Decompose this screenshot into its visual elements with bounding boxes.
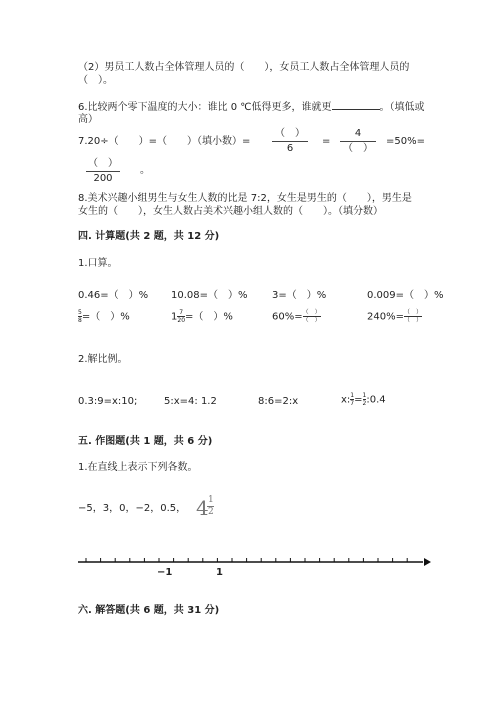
oral-calc-5-tail: =（ ）% bbox=[81, 311, 130, 323]
proportion-4 bbox=[341, 392, 386, 407]
section-4-part-2: 2.解比例。 bbox=[78, 354, 128, 365]
fraction-denominator: 8 bbox=[78, 317, 82, 324]
mixed-number-four-and-a-half bbox=[196, 496, 216, 522]
fraction-numerator: 4 bbox=[354, 128, 362, 139]
fraction bbox=[404, 309, 422, 324]
mixed-whole: 1 bbox=[171, 311, 178, 323]
proportion-2: 5:x=4: 1.2 bbox=[164, 396, 217, 407]
section-5-title: 五. 作图题(共 1 题，共 6 分) bbox=[78, 436, 213, 447]
fraction-denominator: （ ） bbox=[403, 317, 422, 324]
mixed-number-whole: 4 bbox=[196, 496, 209, 520]
oral-calc-1: 0.46=（ ）% bbox=[78, 290, 149, 301]
numbers-to-plot: −5，3，0，−2，0.5， bbox=[78, 503, 187, 514]
oral-calc-8 bbox=[367, 309, 422, 324]
fraction-numerator: （ ） bbox=[403, 309, 422, 316]
question-7-fraction-2 bbox=[340, 128, 376, 155]
question-7-percent: =50%= bbox=[386, 136, 425, 147]
oral-calc-6 bbox=[171, 309, 233, 324]
fraction-bar bbox=[86, 171, 120, 172]
oral-calc-4: 0.009=（ ）% bbox=[367, 290, 444, 301]
fraction-denominator: 200 bbox=[93, 173, 113, 184]
question-7-equals: = bbox=[322, 136, 331, 147]
tick-label-minus-one: −1 bbox=[157, 567, 173, 578]
fraction bbox=[303, 309, 321, 324]
proportion-4-tail: :0.4 bbox=[366, 394, 386, 406]
proportion-4-head: x: bbox=[341, 394, 351, 406]
question-7-2-line2: （ ）。 bbox=[78, 75, 113, 86]
mixed-number-denominator: 2 bbox=[208, 507, 214, 517]
oral-calc-7 bbox=[272, 309, 321, 324]
fraction-denominator: 20 bbox=[177, 317, 186, 324]
fraction-numerator: 7 bbox=[179, 309, 184, 316]
oral-calc-7-head: 60%= bbox=[272, 311, 303, 323]
number-line[interactable] bbox=[74, 552, 434, 582]
fraction-bar bbox=[340, 141, 376, 142]
question-6-line1 bbox=[78, 100, 425, 114]
fraction-denominator: 2 bbox=[362, 400, 367, 407]
fraction-numerator: （ ） bbox=[302, 309, 321, 316]
question-7-2-line1: （2）男员工人数占全体管理人员的（ ），女员工人数占全体管理人员的 bbox=[78, 62, 410, 73]
oral-calc-3: 3=（ ）% bbox=[272, 290, 327, 301]
question-7-head: 7.20÷（ ）=（ ）（填小数）= bbox=[78, 136, 251, 147]
proportion-1: 0.3:9=x:10; bbox=[78, 396, 138, 407]
fraction-numerator: 5 bbox=[78, 309, 82, 316]
section-5-part-1: 1.在直线上表示下列各数。 bbox=[78, 462, 198, 473]
question-6-line2: 高） bbox=[78, 114, 98, 125]
question-7-fraction-1 bbox=[272, 128, 308, 155]
question-6-blank bbox=[332, 100, 380, 110]
fraction-numerator: 1 bbox=[362, 392, 367, 399]
oral-calc-6-tail: =（ ）% bbox=[185, 311, 233, 323]
question-8-line2: 女生的（ ），女生人数占美术兴趣小组人数的（ ）。（填分数） bbox=[78, 206, 383, 217]
proportion-3: 8:6=2:x bbox=[258, 396, 299, 407]
question-6-tail: 。（填低或 bbox=[379, 102, 425, 113]
section-6-title: 六. 解答题(共 6 题，共 31 分) bbox=[78, 605, 220, 616]
fraction-numerator: 1 bbox=[350, 392, 355, 399]
fraction-denominator: 6 bbox=[286, 143, 294, 154]
question-8-line1: 8.美术兴趣小组男生与女生人数的比是 7:2，女生是男生的（ ），男生是 bbox=[78, 193, 412, 204]
arrow-right-icon bbox=[424, 558, 431, 566]
fraction-numerator: （ ） bbox=[275, 128, 305, 139]
section-4-title: 四. 计算题(共 2 题，共 12 分) bbox=[78, 231, 220, 242]
fraction bbox=[177, 309, 185, 324]
mixed-number-numerator: 1 bbox=[208, 495, 214, 505]
fraction-denominator: （ ） bbox=[302, 317, 321, 324]
tick-label-one: 1 bbox=[216, 567, 223, 578]
fraction-bar bbox=[272, 141, 308, 142]
question-7-fraction-3 bbox=[86, 158, 120, 185]
fraction-denominator: 7 bbox=[350, 400, 355, 407]
question-6-text: 6.比较两个零下温度的大小：谁比 0 ℃低得更多，谁就更 bbox=[78, 102, 332, 113]
oral-calc-2: 10.08=（ ）% bbox=[171, 290, 248, 301]
fraction-denominator: （ ） bbox=[343, 143, 373, 154]
section-4-part-1: 1.口算。 bbox=[78, 258, 118, 269]
oral-calc-5 bbox=[78, 309, 130, 324]
oral-calc-8-head: 240%= bbox=[367, 311, 404, 323]
fraction-numerator: （ ） bbox=[88, 158, 118, 169]
question-7-end: 。 bbox=[140, 165, 150, 176]
proportion-4-mid: = bbox=[354, 394, 363, 406]
